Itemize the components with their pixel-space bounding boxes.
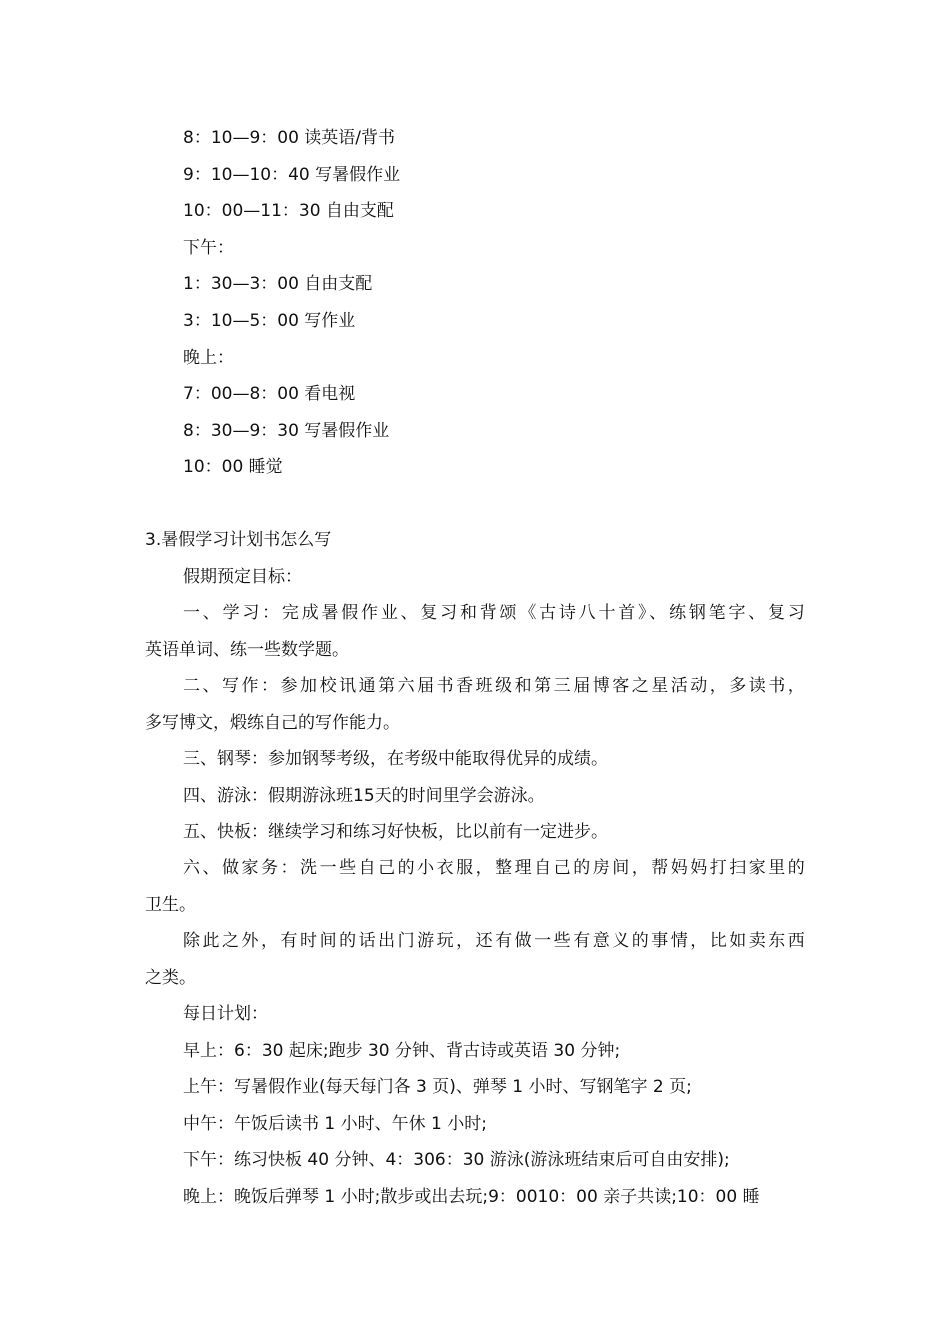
- schedule-line: 9：10—10：40 写暑假作业: [183, 165, 401, 185]
- schedule-line: 8：10—9：00 读英语/背书: [183, 128, 396, 148]
- schedule-line: 1：30—3：00 自由支配: [183, 274, 373, 294]
- schedule-line: 10：00 睡觉: [183, 457, 283, 477]
- daily-morning: 早上：6：30 起床;跑步 30 分钟、背古诗或英语 30 分钟;: [183, 1041, 621, 1061]
- goal-chores-line-2: 卫生。: [145, 895, 196, 915]
- goal-chores-line-1: 六、做家务：洗一些自己的小衣服，整理自己的房间，帮妈妈打扫家里的: [183, 858, 805, 878]
- goal-writing-line-1: 二、写作：参加校讯通第六届书香班级和第三届博客之星活动，多读书，: [183, 676, 805, 696]
- goals-intro: 假期预定目标：: [183, 567, 302, 587]
- goal-writing-line-2: 多写博文，煅练自己的写作能力。: [145, 713, 400, 733]
- extra-line-1: 除此之外，有时间的话出门游玩，还有做一些有意义的事情，比如卖东西: [183, 931, 805, 951]
- schedule-line: 3：10—5：00 写作业: [183, 311, 356, 331]
- goal-study-line-2: 英语单词、练一些数学题。: [145, 640, 349, 660]
- goal-kuaiban: 五、快板：继续学习和练习好快板，比以前有一定进步。: [183, 822, 608, 842]
- schedule-line: 10：00—11：30 自由支配: [183, 201, 394, 221]
- schedule-label-evening: 晚上：: [183, 348, 234, 368]
- section-heading: 3.暑假学习计划书怎么写: [145, 530, 332, 550]
- daily-afternoon: 下午：练习快板 40 分钟、4：306：30 游泳(游泳班结束后可自由安排);: [183, 1150, 730, 1170]
- goal-piano: 三、钢琴：参加钢琴考级，在考级中能取得优异的成绩。: [183, 749, 608, 769]
- daily-noon: 中午：午饭后读书 1 小时、午休 1 小时;: [183, 1114, 487, 1134]
- schedule-line: 7：00—8：00 看电视: [183, 384, 356, 404]
- daily-intro: 每日计划：: [183, 1004, 268, 1024]
- schedule-line: 8：30—9：30 写暑假作业: [183, 421, 390, 441]
- goal-study-line-1: 一、学习：完成暑假作业、复习和背颂《古诗八十首》、练钢笔字、复习: [183, 603, 805, 623]
- goal-swim: 四、游泳：假期游泳班15天的时间里学会游泳。: [183, 786, 545, 806]
- extra-line-2: 之类。: [145, 968, 196, 988]
- schedule-label-afternoon: 下午：: [183, 238, 234, 258]
- daily-evening: 晚上：晚饭后弹琴 1 小时;散步或出去玩;9：0010：00 亲子共读;10：00 睡: [183, 1187, 760, 1207]
- daily-forenoon: 上午：写暑假作业(每天每门各 3 页)、弹琴 1 小时、写钢笔字 2 页;: [183, 1077, 692, 1097]
